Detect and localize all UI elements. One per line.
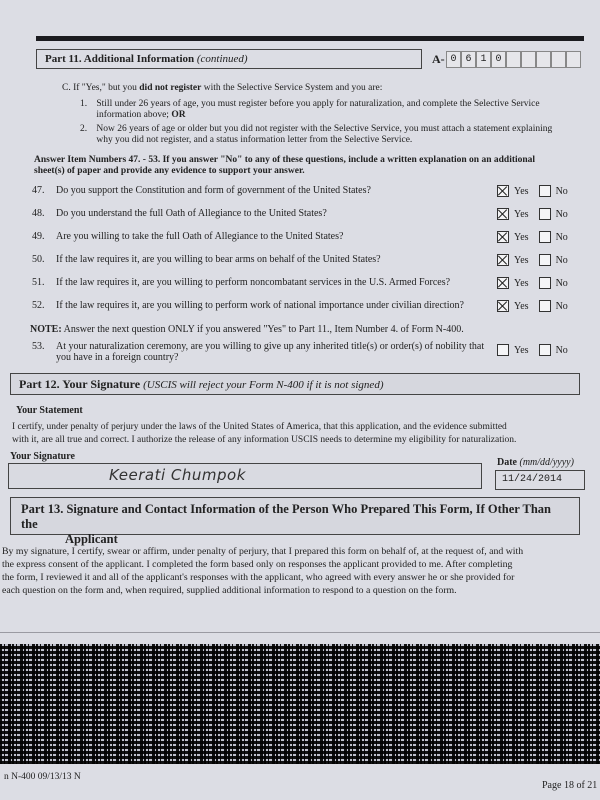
no-label: No bbox=[555, 231, 568, 243]
sub1-number: 1. bbox=[80, 99, 88, 109]
yes-label: Yes bbox=[514, 208, 529, 220]
no-checkbox[interactable] bbox=[539, 208, 551, 220]
no-label: No bbox=[555, 344, 568, 356]
sub1-or: OR bbox=[171, 110, 186, 120]
sub1-line2: information above; bbox=[96, 110, 169, 120]
question-number: 51. bbox=[32, 277, 45, 288]
part13-body-line: the form, I reviewed it and all of the applicant's responses with the applicant, who agreed with every answer he or she provided for bbox=[2, 572, 515, 583]
answer-51 bbox=[497, 277, 578, 289]
form-id: n N-400 09/13/13 N bbox=[4, 772, 81, 782]
part11-title: Part 11. Additional Information bbox=[45, 53, 195, 65]
item-c-lead-end: with the Selective Service System and you are: bbox=[203, 83, 383, 93]
item-c-sub2 bbox=[80, 124, 590, 146]
question-48 bbox=[32, 208, 482, 219]
no-label: No bbox=[555, 254, 568, 266]
answer-52 bbox=[497, 300, 578, 312]
q53-line2: you have in a foreign country? bbox=[56, 352, 179, 363]
question-52 bbox=[32, 300, 482, 311]
yes-label: Yes bbox=[514, 185, 529, 197]
part13-body-line: the express consent of the applicant. I completed the form based only on responses the applicant provided to me. After completing bbox=[2, 559, 513, 570]
a-digit[interactable] bbox=[566, 51, 581, 68]
yes-checkbox[interactable] bbox=[497, 277, 509, 289]
a-digit[interactable]: 6 bbox=[461, 51, 476, 68]
item-c-sub1 bbox=[80, 99, 580, 121]
divider-line bbox=[0, 632, 600, 633]
yes-checkbox[interactable] bbox=[497, 300, 509, 312]
yes-label: Yes bbox=[514, 254, 529, 266]
part13-title-line1: Part 13. Signature and Contact Information of the Person Who Prepared This Form, If Other Than the bbox=[21, 502, 551, 531]
item-c bbox=[62, 83, 382, 94]
yes-checkbox[interactable] bbox=[497, 208, 509, 220]
question-text: Do you support the Constitution and form of government of the United States? bbox=[56, 185, 371, 196]
sub2-number: 2. bbox=[80, 124, 88, 134]
a-digit[interactable] bbox=[536, 51, 551, 68]
question-text: Are you willing to take the full Oath of Allegiance to the United States? bbox=[56, 231, 344, 242]
question-text: If the law requires it, are you willing to bear arms on behalf of the United States? bbox=[56, 254, 381, 265]
statement-heading: Your Statement bbox=[16, 405, 83, 416]
date-field[interactable]: 11/24/2014 bbox=[495, 470, 585, 490]
item-c-lead: If "Yes," but you bbox=[73, 83, 137, 93]
top-rule bbox=[36, 36, 584, 41]
a-number-label: A- bbox=[432, 52, 445, 66]
sub2-line2: why you did not register, and a status information letter from the Selective Service. bbox=[96, 135, 413, 145]
part13-header bbox=[10, 497, 580, 546]
no-checkbox[interactable] bbox=[539, 277, 551, 289]
yes-label: Yes bbox=[514, 300, 529, 312]
yes-label: Yes bbox=[514, 277, 529, 289]
question-number: 49. bbox=[32, 231, 45, 242]
part11-suffix: (continued) bbox=[196, 53, 248, 65]
answer-48 bbox=[497, 208, 578, 220]
a-digit[interactable] bbox=[521, 51, 536, 68]
a-number-field[interactable] bbox=[446, 51, 581, 68]
part13-body bbox=[2, 545, 600, 597]
q53-line1: At your naturalization ceremony, are you willing to give up any inherited title(s) or order(s) of nobility that bbox=[56, 341, 485, 352]
yes-checkbox[interactable] bbox=[497, 254, 509, 266]
part13-body-line: By my signature, I certify, swear or affirm, under penalty of perjury, that I prepared this form on behalf of, at the request of, and with bbox=[2, 546, 524, 557]
item-c-emphasis: did not register bbox=[139, 83, 202, 93]
question-49 bbox=[32, 231, 482, 242]
answer-53 bbox=[497, 344, 578, 356]
yes-label: Yes bbox=[514, 344, 529, 356]
question-text: If the law requires it, are you willing to perform work of national importance under civilian direction? bbox=[56, 300, 464, 311]
question-number: 52. bbox=[32, 300, 45, 311]
a-digit[interactable]: 0 bbox=[491, 51, 506, 68]
no-checkbox[interactable] bbox=[539, 300, 551, 312]
yes-checkbox[interactable] bbox=[497, 344, 509, 356]
answer-49 bbox=[497, 231, 578, 243]
no-label: No bbox=[555, 185, 568, 197]
yes-checkbox[interactable] bbox=[497, 231, 509, 243]
question-47 bbox=[32, 185, 482, 196]
signature-label: Your Signature bbox=[10, 451, 75, 462]
no-label: No bbox=[555, 300, 568, 312]
note-label: NOTE: bbox=[30, 324, 62, 335]
statement-text bbox=[12, 421, 592, 447]
question-51 bbox=[32, 277, 482, 288]
no-label: No bbox=[555, 208, 568, 220]
no-checkbox[interactable] bbox=[539, 344, 551, 356]
signature-field[interactable] bbox=[8, 463, 482, 489]
date-label-group bbox=[497, 457, 574, 468]
question-text: Do you understand the full Oath of Allegiance to the United States? bbox=[56, 208, 327, 219]
statement-line1: I certify, under penalty of perjury under the laws of the United States of America, that this application, and the evidence submitted bbox=[12, 422, 507, 432]
part12-subtitle: (USCIS will reject your Form N-400 if it is not signed) bbox=[143, 379, 384, 391]
answer-50 bbox=[497, 254, 578, 266]
part13-body-line: each question on the form and, when required, supplied additional information to respond to a question on the form. bbox=[2, 585, 457, 596]
a-digit[interactable]: 1 bbox=[476, 51, 491, 68]
item-c-letter: C. bbox=[62, 83, 71, 93]
question-text: If the law requires it, are you willing to perform noncombatant services in the U.S. Armed Forces? bbox=[56, 277, 451, 288]
page-number: Page 18 of 21 bbox=[542, 780, 598, 791]
barcode-image bbox=[0, 644, 600, 764]
a-digit[interactable] bbox=[506, 51, 521, 68]
sub2-line1: Now 26 years of age or older but you did not register with the Selective Service, you must attach a statement explaining bbox=[96, 124, 553, 134]
answer-47 bbox=[497, 185, 578, 197]
signature-value: Keerati Chumpok bbox=[109, 466, 246, 484]
question-number: 53. bbox=[32, 341, 45, 352]
date-label: Date bbox=[497, 457, 517, 468]
question-number: 47. bbox=[32, 185, 45, 196]
no-checkbox[interactable] bbox=[539, 185, 551, 197]
a-digit[interactable] bbox=[551, 51, 566, 68]
no-label: No bbox=[555, 277, 568, 289]
sub1-line1: Still under 26 years of age, you must register before you apply for naturalization, and complete the Selective Service bbox=[96, 99, 540, 109]
question-53 bbox=[32, 341, 502, 363]
yes-label: Yes bbox=[514, 231, 529, 243]
part13-title-line2: Applicant bbox=[65, 532, 118, 546]
part12-header bbox=[10, 373, 580, 395]
note-text: Answer the next question ONLY if you answered "Yes" to Part 11., Item Number 4. of Form N-400. bbox=[63, 324, 464, 335]
instruction-line1: Answer Item Numbers 47. - 53. If you answer "No" to any of these questions, include a written explanation on an additional bbox=[34, 155, 536, 165]
no-checkbox[interactable] bbox=[539, 231, 551, 243]
statement-line2: with it, are all true and correct. I authorize the release of any information USCIS needs to determine my eligibility for naturalization. bbox=[12, 435, 517, 445]
no-checkbox[interactable] bbox=[539, 254, 551, 266]
yes-checkbox[interactable] bbox=[497, 185, 509, 197]
answer-instruction bbox=[34, 155, 594, 177]
question-number: 48. bbox=[32, 208, 45, 219]
part12-title: Part 12. Your Signature bbox=[19, 377, 141, 391]
note bbox=[30, 324, 464, 335]
date-format: (mm/dd/yyyy) bbox=[519, 457, 574, 468]
part11-header bbox=[36, 49, 422, 69]
question-text-block bbox=[56, 341, 502, 363]
a-digit[interactable]: 0 bbox=[446, 51, 461, 68]
instruction-line2: sheet(s) of paper and provide any evidence to support your answer. bbox=[34, 166, 305, 176]
question-50 bbox=[32, 254, 482, 265]
question-number: 50. bbox=[32, 254, 45, 265]
